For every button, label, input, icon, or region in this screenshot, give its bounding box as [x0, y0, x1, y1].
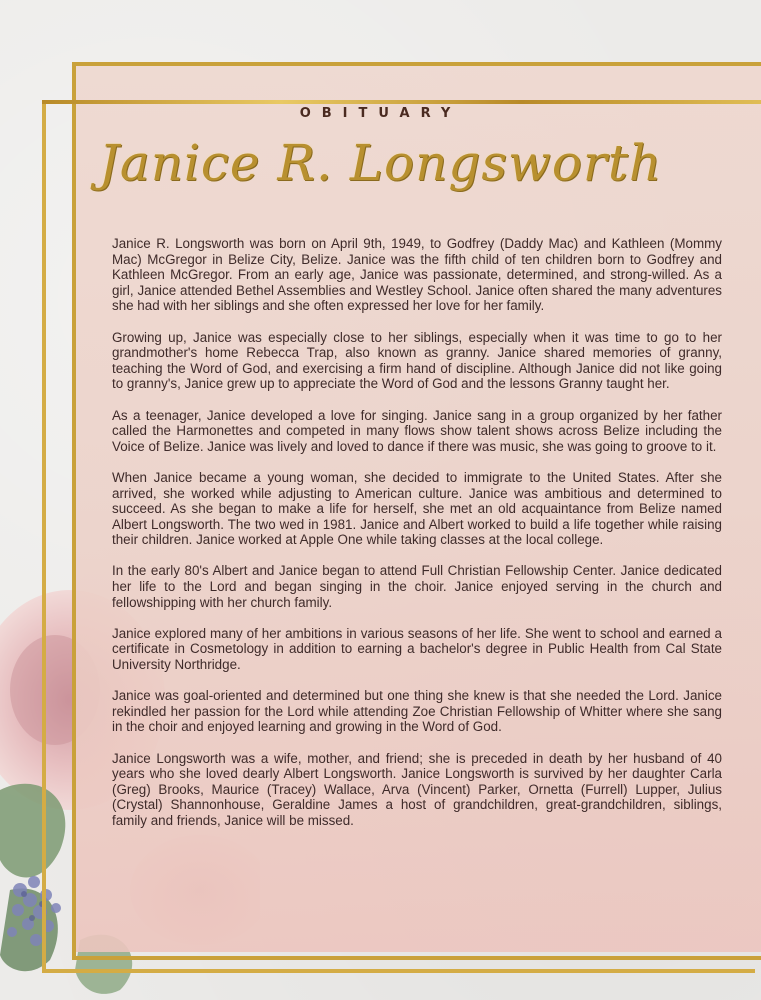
gold-frame-top-line [42, 100, 761, 104]
obituary-body [112, 236, 722, 844]
paragraph-2: Growing up, Janice was especially close to her siblings, especially when it was time to go to her grandmother's home Rebecca Trap, also known as granny. Janice shared memories of granny, teaching the Word of God, and exercising a firm hand of discipline. Although Janice did not like going to granny's, Janice grew up to appreciate the Word of God and the lessons Granny taught her. [112, 329, 722, 392]
paragraph-1: Janice R. Longsworth was born on April 9th, 1949, to Godfrey (Daddy Mac) and Kathleen (Mommy Mac) McGregor in Belize City, Belize. Janice was the fifth child of ten children born to Godfrey and Kathleen McGregor. From an early age, Janice was passionate, determined, and strong-willed. As a girl, Janice attended Bethel Assemblies and Westley School. Janice often shared the many adventures she had with her siblings and she often expressed her love for her family. [112, 236, 722, 314]
paragraph-7: Janice was goal-oriented and determined but one thing she knew is that she needed the Lord. Janice rekindled her passion for the Lord while attending Zoe Christian Fellowship of Whitter where she sang in the choir and enjoyed learning and growing in the Word of God. [112, 688, 722, 735]
deceased-name: Janice R. Longsworth [98, 134, 663, 192]
paragraph-4: When Janice became a young woman, she decided to immigrate to the United States. After she arrived, she worked while adjusting to American culture. Janice was ambitious and determined to succeed. As she began to make a life for herself, she met an old acquaintance from Belize named Albert Longsworth. The two wed in 1981. Janice and Albert worked to build a life together while raising their children. Janice worked at Apple One while taking classes at the local college. [112, 469, 722, 548]
paragraph-3: As a teenager, Janice developed a love for singing. Janice sang in a group organized by her father called the Harmonettes and competed in many flows show talent shows across Belize including the Voice of Belize. Janice was lively and loved to dance if there was music, she was going to groove to it. [112, 407, 722, 454]
paragraph-6: Janice explored many of her ambitions in various seasons of her life. She went to school and earned a certificate in Cosmetology in addition to earning a bachelor's degree in Public Health from Cal State University Northridge. [112, 625, 722, 673]
paragraph-5: In the early 80's Albert and Janice began to attend Full Christian Fellowship Center. Janice dedicated her life to the Lord and began singing in the choir. Janice enjoyed serving in the church and fellowshipping with her church family. [112, 563, 722, 610]
obituary-label: OBITUARY [299, 106, 462, 121]
paragraph-8: Janice Longsworth was a wife, mother, and friend; she is preceded in death by her husband of 40 years who she loved dearly Albert Longsworth. Janice Longsworth is survived by her daughter Carla (Greg) Brooks, Maurice (Tracey) Wallace, Arva (Vincent) Parker, Ornetta (Furrell) Lupper, Julius (Crystal) Shannonhouse, Geraldine James a host of grandchildren, great-grandchildren, siblings, family and friends, Janice will be missed. [112, 750, 722, 828]
